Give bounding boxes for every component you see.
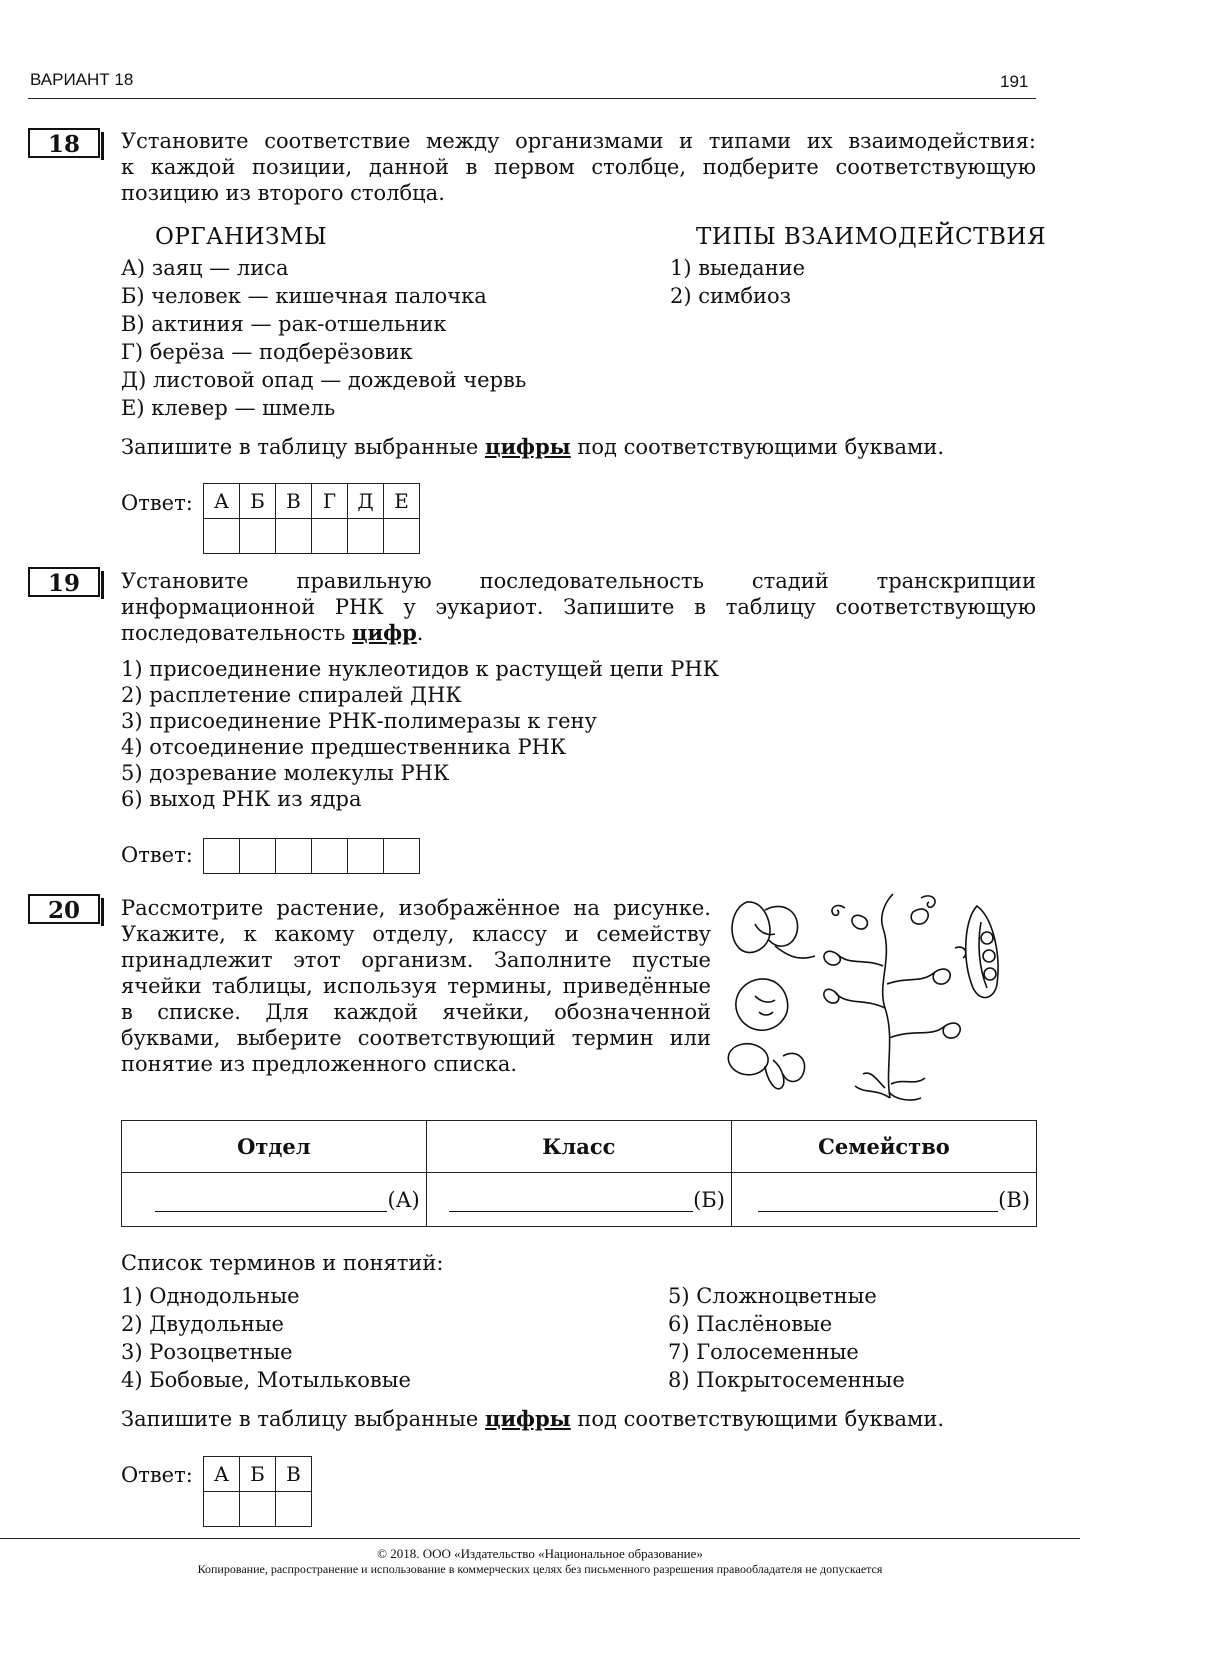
answer-letter: Б xyxy=(240,1457,276,1492)
q19-prompt-last: последовательность xyxy=(121,621,346,645)
answer-letter: Б xyxy=(240,484,276,519)
q20-prompt-line: Рассмотрите растение, изображённое на рисунке. xyxy=(121,896,711,920)
organism-item: А) заяц — лиса xyxy=(121,256,289,280)
answer-cell[interactable] xyxy=(312,519,348,554)
types-heading: ТИПЫ ВЗАИМОДЕЙСТВИЯ xyxy=(696,224,1047,250)
q20-prompt-line: ячейки таблицы, используя термины, приведённые xyxy=(121,974,711,998)
terms-list-title: Список терминов и понятий: xyxy=(121,1251,444,1275)
answer-cell[interactable] xyxy=(204,519,240,554)
answer-cell[interactable] xyxy=(276,519,312,554)
q19-step: 1) присоединение нуклеотидов к растущей цепи РНК xyxy=(121,657,719,681)
answer-letter: В xyxy=(276,1457,312,1492)
term-item: 8) Покрытосеменные xyxy=(668,1368,905,1392)
answer-letter: А xyxy=(204,1457,240,1492)
table-cell-a[interactable] xyxy=(122,1173,427,1227)
q19-step: 5) дозревание молекулы РНК xyxy=(121,761,450,785)
answer-cell[interactable] xyxy=(240,1492,276,1527)
answer-letter: В xyxy=(276,484,312,519)
q18-prompt-line: позицию из второго столбца. xyxy=(121,181,445,205)
slot-label-a: (А) xyxy=(387,1187,420,1212)
organism-item: Г) берёза — подберёзовик xyxy=(121,340,413,364)
q20-prompt-line: в списке. Для каждой ячейки, обозначенной xyxy=(121,1000,711,1024)
q19-prompt-line xyxy=(121,620,1036,646)
answer-cell[interactable] xyxy=(240,839,276,874)
q19-prompt-keyword: цифр xyxy=(352,620,417,645)
q19-prompt-line: Установите правильную последовательность стадий транскрипции xyxy=(121,569,1036,593)
organism-item: Е) клевер — шмель xyxy=(121,396,336,420)
slot-label-b: (Б) xyxy=(693,1187,725,1212)
q20-prompt-line: принадлежит этот организм. Заполните пустые xyxy=(121,948,711,972)
q18-answer-table xyxy=(203,483,420,554)
q18-answer-label: Ответ: xyxy=(121,491,193,515)
q19-answer-label: Ответ: xyxy=(121,843,193,867)
q20-classification-table xyxy=(121,1120,1037,1227)
q20-answer-table xyxy=(203,1456,312,1527)
answer-letter: А xyxy=(204,484,240,519)
term-item: 6) Паслёновые xyxy=(668,1312,833,1336)
footer-copyright: © 2018. ООО «Издательство «Национальное образование» xyxy=(377,1546,703,1561)
q18-instruction-start: Запишите в таблицу выбранные xyxy=(121,435,479,459)
q19-step: 6) выход РНК из ядра xyxy=(121,787,362,811)
q18-prompt-line: к каждой позиции, данной в первом столбце, подберите соответствующую xyxy=(121,155,1036,179)
question-number-20: 20 xyxy=(28,894,100,924)
terms-left-column xyxy=(121,1282,411,1394)
variant-label: ВАРИАНТ 18 xyxy=(30,70,134,89)
question-number-18: 18 xyxy=(28,128,100,158)
q19-step: 3) присоединение РНК-полимеразы к гену xyxy=(121,709,597,733)
q18-prompt xyxy=(121,128,1036,206)
organism-item: Д) листовой опад — дождевой червь xyxy=(121,368,527,392)
question-number-19: 19 xyxy=(28,567,100,597)
term-item: 5) Сложноцветные xyxy=(668,1284,877,1308)
q20-instruction-start: Запишите в таблицу выбранные xyxy=(121,1407,479,1431)
q18-instruction xyxy=(121,434,944,460)
term-item: 4) Бобовые, Мотыльковые xyxy=(121,1368,411,1392)
table-header-class: Класс xyxy=(426,1121,731,1173)
terms-right-column xyxy=(668,1282,905,1394)
footer-rule xyxy=(0,1538,1080,1539)
q20-answer-label: Ответ: xyxy=(121,1463,193,1487)
q19-prompt-period: . xyxy=(416,621,424,645)
q19-answer-table xyxy=(203,838,420,874)
term-item: 1) Однодольные xyxy=(121,1284,300,1308)
plant-illustration xyxy=(725,888,1035,1108)
answer-cell[interactable] xyxy=(384,839,420,874)
type-item: 2) симбиоз xyxy=(670,284,792,308)
header-rule xyxy=(28,98,1036,99)
answer-letter: Е xyxy=(384,484,420,519)
answer-cell[interactable] xyxy=(204,839,240,874)
term-item: 3) Розоцветные xyxy=(121,1340,293,1364)
q18-instruction-end: под соответствующими буквами. xyxy=(577,435,945,459)
q19-prompt xyxy=(121,568,1036,646)
organism-item: Б) человек — кишечная палочка xyxy=(121,284,487,308)
answer-cell[interactable] xyxy=(348,519,384,554)
answer-cell[interactable] xyxy=(276,1492,312,1527)
q19-prompt-line: информационной РНК у эукариот. Запишите в таблицу соответствующую xyxy=(121,595,1036,619)
table-cell-v[interactable] xyxy=(731,1173,1036,1227)
organism-item: В) актиния — рак-отшельник xyxy=(121,312,447,336)
q19-steps xyxy=(121,656,719,812)
answer-cell[interactable] xyxy=(348,839,384,874)
answer-cell[interactable] xyxy=(312,839,348,874)
q19-step: 2) расплетение спиралей ДНК xyxy=(121,683,462,707)
q20-prompt-line: понятие из предложенного списка. xyxy=(121,1052,518,1076)
term-item: 7) Голосеменные xyxy=(668,1340,859,1364)
q20-instruction-end: под соответствующими буквами. xyxy=(577,1407,945,1431)
answer-cell[interactable] xyxy=(276,839,312,874)
table-header-division: Отдел xyxy=(122,1121,427,1173)
answer-cell[interactable] xyxy=(384,519,420,554)
q20-instruction xyxy=(121,1406,944,1432)
q20-prompt xyxy=(121,895,711,1077)
answer-cell[interactable] xyxy=(204,1492,240,1527)
answer-cell[interactable] xyxy=(240,519,276,554)
answer-letter: Г xyxy=(312,484,348,519)
type-item: 1) выедание xyxy=(670,256,806,280)
q20-prompt-line: Укажите, к какому отделу, классу и семейству xyxy=(121,922,711,946)
q20-instruction-keyword: цифры xyxy=(484,1406,571,1431)
table-cell-b[interactable] xyxy=(426,1173,731,1227)
footer-notice: Копирование, распространение и использование в коммерческих целях без письменного разрешения правообладателя не допускается xyxy=(197,1562,883,1576)
table-header-family: Семейство xyxy=(731,1121,1036,1173)
organisms-list xyxy=(121,254,526,422)
term-item: 2) Двудольные xyxy=(121,1312,284,1336)
q20-prompt-line: буквами, выберите соответствующий термин или xyxy=(121,1026,711,1050)
answer-letter: Д xyxy=(348,484,384,519)
types-list xyxy=(670,254,805,310)
page-number: 191 xyxy=(1000,72,1029,91)
organisms-heading: ОРГАНИЗМЫ xyxy=(155,224,328,250)
q18-instruction-keyword: цифры xyxy=(484,434,571,459)
q18-prompt-line: Установите соответствие между организмами и типами их взаимодействия: xyxy=(121,129,1036,153)
slot-label-v: (В) xyxy=(998,1187,1030,1212)
q19-step: 4) отсоединение предшественника РНК xyxy=(121,735,567,759)
